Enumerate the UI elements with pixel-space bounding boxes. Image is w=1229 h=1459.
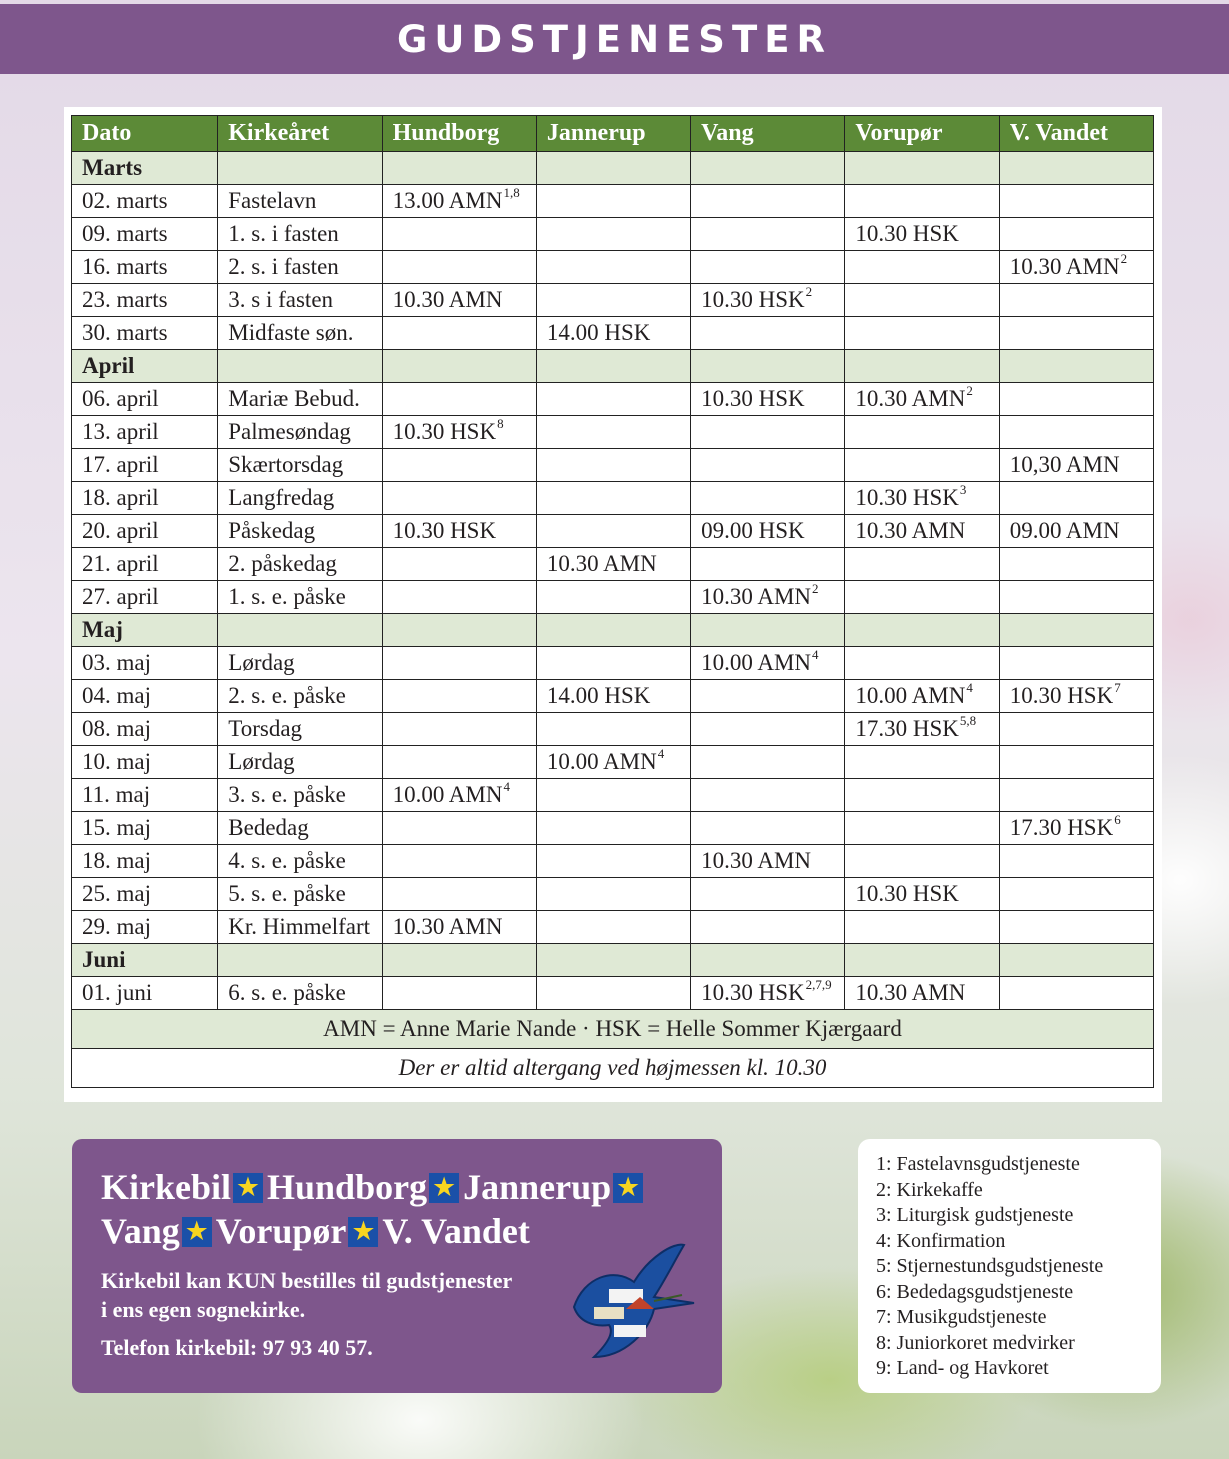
cell-vorupoer: 10.30 AMN <box>845 515 999 548</box>
cell-vorupoer <box>845 284 999 317</box>
cell-v-vandet <box>999 977 1153 1010</box>
footnote-item: 7: Musikgudstjeneste <box>876 1306 1047 1328</box>
cell-jannerup <box>536 515 690 548</box>
cell-kirkeaaret: 2. s. e. påske <box>218 680 382 713</box>
cell-vorupoer <box>845 746 999 779</box>
month-empty-cell <box>845 350 999 383</box>
cell-v-vandet: 09.00 AMN <box>999 515 1153 548</box>
cell-jannerup <box>536 812 690 845</box>
kirkebil-phone: Telefon kirkebil: 97 93 40 57. <box>101 1335 373 1360</box>
cell-dato: 02. marts <box>72 185 218 218</box>
footnote-item: 4: Konfirmation <box>876 1229 1006 1252</box>
cell-jannerup <box>536 284 690 317</box>
cell-v-vandet <box>999 581 1153 614</box>
cell-jannerup: 14.00 HSK <box>536 680 690 713</box>
footnote-item: 9: Land- og Havkoret <box>876 1357 1049 1379</box>
cell-jannerup <box>536 911 690 944</box>
cell-jannerup <box>536 713 690 746</box>
cell-vorupoer <box>845 416 999 449</box>
cell-dato: 18. april <box>72 482 218 515</box>
cell-vorupoer <box>845 185 999 218</box>
footnote-ref: 1,8 <box>503 185 520 200</box>
table-row <box>72 977 1154 1010</box>
cell-hundborg <box>382 779 536 812</box>
cell-jannerup <box>536 845 690 878</box>
cell-vorupoer <box>845 317 999 350</box>
month-empty-cell <box>999 350 1153 383</box>
cell-hundborg <box>382 317 536 350</box>
cell-kirkeaaret: Lørdag <box>218 647 382 680</box>
footnote-item: 5: Stjernestundsgudstjeneste <box>876 1255 1104 1277</box>
cell-v-vandet <box>999 317 1153 350</box>
service-time: 10.30 AMN <box>1009 254 1120 279</box>
cell-hundborg <box>382 185 536 218</box>
cell-dato: 13. april <box>72 416 218 449</box>
cell-v-vandet <box>999 218 1153 251</box>
legend-text: AMN = Anne Marie Nande · HSK = Helle Sommer Kjærgaard <box>72 1010 1154 1049</box>
legend-row <box>72 1010 1154 1049</box>
cell-vang <box>691 449 845 482</box>
cell-vang <box>691 416 845 449</box>
cell-vang <box>691 251 845 284</box>
month-empty-cell <box>536 944 690 977</box>
cell-kirkeaaret: Midfaste søn. <box>218 317 382 350</box>
footnote-item: 8: Juniorkoret medvirker <box>876 1331 1075 1354</box>
cell-dato: 04. maj <box>72 680 218 713</box>
month-name: Juni <box>72 944 218 977</box>
footnote-item: 3: Liturgisk gudstjeneste <box>876 1204 1074 1226</box>
cell-vorupoer <box>845 713 999 746</box>
cell-hundborg <box>382 482 536 515</box>
month-empty-cell <box>536 152 690 185</box>
service-time: 10.30 AMN <box>855 386 966 411</box>
cell-vang: 09.00 HSK <box>691 515 845 548</box>
cell-dato: 21. april <box>72 548 218 581</box>
cell-hundborg <box>382 383 536 416</box>
parish-v-vandet: V. Vandet <box>382 1211 530 1251</box>
cell-vang <box>691 911 845 944</box>
cell-v-vandet <box>999 383 1153 416</box>
month-empty-cell <box>218 350 382 383</box>
table-row <box>72 218 1154 251</box>
cell-dato: 15. maj <box>72 812 218 845</box>
note-row <box>72 1049 1154 1088</box>
table-row <box>72 548 1154 581</box>
footnote-ref: 3 <box>959 482 967 497</box>
cell-hundborg <box>382 647 536 680</box>
table-row <box>72 581 1154 614</box>
footnotes-box <box>858 1139 1161 1393</box>
cell-hundborg <box>382 845 536 878</box>
cell-kirkeaaret: 2. s. i fasten <box>218 251 382 284</box>
service-time: 13.00 AMN <box>392 188 503 213</box>
cell-dato: 30. marts <box>72 317 218 350</box>
cell-v-vandet <box>999 284 1153 317</box>
month-row <box>72 152 1154 185</box>
footnote-ref: 4 <box>503 779 510 794</box>
cell-hundborg: 10.30 AMN <box>382 911 536 944</box>
star-icon: ★ <box>613 1173 643 1203</box>
footnote-ref: 2 <box>966 383 973 398</box>
cell-hundborg <box>382 548 536 581</box>
cell-kirkeaaret: 4. s. e. påske <box>218 845 382 878</box>
month-empty-cell <box>691 350 845 383</box>
cell-jannerup <box>536 779 690 812</box>
cell-vorupoer <box>845 812 999 845</box>
footnote-ref: 2 <box>805 284 813 299</box>
cell-jannerup <box>536 482 690 515</box>
schedule-panel <box>64 107 1162 1102</box>
col-header-v-vandet: V. Vandet <box>999 116 1153 152</box>
month-row <box>72 944 1154 977</box>
cell-vorupoer <box>845 251 999 284</box>
table-row <box>72 515 1154 548</box>
cell-v-vandet <box>999 713 1153 746</box>
cell-vang <box>691 977 845 1010</box>
cell-hundborg: 10.30 AMN <box>382 284 536 317</box>
month-empty-cell <box>382 944 536 977</box>
footnote-ref: 5,8 <box>959 713 977 728</box>
cell-kirkeaaret: Kr. Himmelfart <box>218 911 382 944</box>
cell-kirkeaaret: Langfredag <box>218 482 382 515</box>
cell-kirkeaaret: Bededag <box>218 812 382 845</box>
service-time: 10.30 HSK <box>392 419 497 444</box>
cell-jannerup <box>536 218 690 251</box>
cell-v-vandet <box>999 482 1153 515</box>
service-time: 17.30 HSK <box>855 716 959 741</box>
cell-hundborg <box>382 416 536 449</box>
cell-v-vandet <box>999 647 1153 680</box>
star-icon: ★ <box>233 1173 263 1203</box>
cell-hundborg <box>382 878 536 911</box>
table-row <box>72 284 1154 317</box>
cell-dato: 17. april <box>72 449 218 482</box>
cell-vang <box>691 812 845 845</box>
footnote-ref: 7 <box>1114 680 1121 695</box>
table-row <box>72 845 1154 878</box>
star-icon: ★ <box>429 1173 459 1203</box>
table-row <box>72 746 1154 779</box>
cell-vorupoer <box>845 845 999 878</box>
month-empty-cell <box>999 614 1153 647</box>
col-header-hundborg: Hundborg <box>382 116 536 152</box>
month-empty-cell <box>999 944 1153 977</box>
footnote-ref: 6 <box>1114 812 1121 827</box>
cell-vang <box>691 647 845 680</box>
cell-v-vandet <box>999 779 1153 812</box>
month-empty-cell <box>536 614 690 647</box>
cell-vang <box>691 284 845 317</box>
kirkebil-info-line1: Kirkebil kan KUN bestilles til gudstjenester <box>101 1268 513 1293</box>
month-empty-cell <box>999 152 1153 185</box>
month-name: Maj <box>72 614 218 647</box>
cell-vang <box>691 317 845 350</box>
month-empty-cell <box>382 350 536 383</box>
cell-dato: 06. april <box>72 383 218 416</box>
cell-vang <box>691 746 845 779</box>
footnote-item: 1: Fastelavnsgudstjeneste <box>876 1153 1080 1175</box>
kirkebil-box <box>72 1139 722 1393</box>
dove-logo-icon <box>554 1237 704 1367</box>
parish-vang: Vang <box>101 1211 180 1251</box>
cell-vang <box>691 482 845 515</box>
cell-jannerup <box>536 449 690 482</box>
service-time: 10.00 AMN <box>701 650 812 675</box>
cell-kirkeaaret: Lørdag <box>218 746 382 779</box>
footnotes-list <box>858 1139 1161 1382</box>
cell-hundborg <box>382 251 536 284</box>
cell-kirkeaaret: Fastelavn <box>218 185 382 218</box>
cell-hundborg <box>382 746 536 779</box>
cell-kirkeaaret: Palmesøndag <box>218 416 382 449</box>
cell-dato: 01. juni <box>72 977 218 1010</box>
month-row <box>72 350 1154 383</box>
month-row <box>72 614 1154 647</box>
cell-dato: 18. maj <box>72 845 218 878</box>
cell-hundborg <box>382 218 536 251</box>
cell-vorupoer <box>845 482 999 515</box>
schedule-table <box>71 115 1154 1088</box>
kirkebil-word: Kirkebil <box>101 1167 232 1207</box>
footnote-ref: 2,7,9 <box>805 977 832 992</box>
month-empty-cell <box>691 944 845 977</box>
table-row <box>72 482 1154 515</box>
cell-dato: 11. maj <box>72 779 218 812</box>
footnote-ref: 8 <box>497 416 504 431</box>
cell-vang: 10.30 AMN <box>691 845 845 878</box>
cell-hundborg <box>382 812 536 845</box>
cell-kirkeaaret: Torsdag <box>218 713 382 746</box>
footnote-ref: 2 <box>1120 251 1128 266</box>
parish-hundborg: Hundborg <box>267 1167 428 1207</box>
cell-vang <box>691 185 845 218</box>
cell-vang <box>691 548 845 581</box>
cell-vorupoer <box>845 581 999 614</box>
cell-vorupoer <box>845 383 999 416</box>
cell-hundborg: 10.30 HSK <box>382 515 536 548</box>
cell-hundborg <box>382 713 536 746</box>
cell-v-vandet <box>999 746 1153 779</box>
col-header-kirkeaaret: Kirkeåret <box>218 116 382 152</box>
cell-vorupoer <box>845 911 999 944</box>
table-row <box>72 383 1154 416</box>
cell-v-vandet <box>999 878 1153 911</box>
col-header-jannerup: Jannerup <box>536 116 690 152</box>
table-row <box>72 779 1154 812</box>
cell-v-vandet <box>999 185 1153 218</box>
table-row <box>72 185 1154 218</box>
cell-dato: 20. april <box>72 515 218 548</box>
month-empty-cell <box>845 614 999 647</box>
month-empty-cell <box>218 152 382 185</box>
cell-vang <box>691 779 845 812</box>
kirkebil-title-line2 <box>101 1211 530 1253</box>
cell-kirkeaaret: Skærtorsdag <box>218 449 382 482</box>
service-time: 10.30 HSK <box>855 485 959 510</box>
cell-vorupoer: 10.30 HSK <box>845 878 999 911</box>
cell-v-vandet <box>999 548 1153 581</box>
month-empty-cell <box>845 152 999 185</box>
service-time: 10.30 AMN <box>701 584 812 609</box>
cell-vorupoer <box>845 548 999 581</box>
cell-vang <box>691 218 845 251</box>
cell-vorupoer <box>845 647 999 680</box>
table-row <box>72 911 1154 944</box>
month-empty-cell <box>691 152 845 185</box>
footnote-ref: 4 <box>657 746 665 761</box>
star-icon: ★ <box>182 1217 212 1247</box>
footnote-ref: 4 <box>966 680 973 695</box>
table-header-row <box>72 116 1154 152</box>
cell-kirkeaaret: 1. s. e. påske <box>218 581 382 614</box>
cell-jannerup <box>536 746 690 779</box>
cell-vorupoer <box>845 779 999 812</box>
cell-v-vandet <box>999 680 1153 713</box>
table-row <box>72 251 1154 284</box>
cell-dato: 10. maj <box>72 746 218 779</box>
cell-jannerup: 14.00 HSK <box>536 317 690 350</box>
cell-jannerup <box>536 647 690 680</box>
table-row <box>72 416 1154 449</box>
table-row <box>72 878 1154 911</box>
cell-jannerup <box>536 878 690 911</box>
cell-kirkeaaret: 3. s. e. påske <box>218 779 382 812</box>
service-time: 10.00 AMN <box>392 782 503 807</box>
table-row <box>72 713 1154 746</box>
month-empty-cell <box>691 614 845 647</box>
parish-jannerup: Jannerup <box>463 1167 612 1207</box>
cell-kirkeaaret: 3. s i fasten <box>218 284 382 317</box>
cell-dato: 23. marts <box>72 284 218 317</box>
cell-kirkeaaret: 6. s. e. påske <box>218 977 382 1010</box>
cell-kirkeaaret: 5. s. e. påske <box>218 878 382 911</box>
month-empty-cell <box>218 614 382 647</box>
cell-kirkeaaret: 2. påskedag <box>218 548 382 581</box>
footnote-item: 2: Kirkekaffe <box>876 1178 983 1201</box>
footnote-item: 6: Bededagsgudstjeneste <box>876 1280 1074 1303</box>
cell-vorupoer: 10.30 HSK <box>845 218 999 251</box>
star-icon: ★ <box>348 1217 378 1247</box>
kirkebil-info-line2: i ens egen sognekirke. <box>101 1297 306 1322</box>
month-empty-cell <box>536 350 690 383</box>
cell-dato: 09. marts <box>72 218 218 251</box>
cell-hundborg <box>382 449 536 482</box>
footnote-ref: 2 <box>812 581 819 596</box>
cell-dato: 27. april <box>72 581 218 614</box>
cell-dato: 03. maj <box>72 647 218 680</box>
month-name: Marts <box>72 152 218 185</box>
cell-jannerup <box>536 251 690 284</box>
altergang-note: Der er altid altergang ved højmessen kl. 10.30 <box>72 1049 1154 1088</box>
cell-jannerup <box>536 185 690 218</box>
cell-vang <box>691 713 845 746</box>
cell-vang: 10.30 HSK <box>691 383 845 416</box>
cell-v-vandet <box>999 812 1153 845</box>
month-empty-cell <box>382 614 536 647</box>
cell-vang <box>691 878 845 911</box>
cell-v-vandet <box>999 911 1153 944</box>
cell-jannerup <box>536 581 690 614</box>
month-empty-cell <box>845 944 999 977</box>
cell-hundborg <box>382 977 536 1010</box>
service-time: 17.30 HSK <box>1009 815 1114 840</box>
table-row <box>72 647 1154 680</box>
cell-v-vandet <box>999 416 1153 449</box>
service-time: 10.30 HSK <box>701 980 805 1005</box>
cell-vang <box>691 680 845 713</box>
schedule-body <box>72 152 1154 1010</box>
service-time: 10.30 HSK <box>1009 683 1114 708</box>
table-row <box>72 680 1154 713</box>
col-header-dato: Dato <box>72 116 218 152</box>
kirkebil-title-line1 <box>101 1167 647 1209</box>
cell-kirkeaaret: Påskedag <box>218 515 382 548</box>
cell-vorupoer: 10.30 AMN <box>845 977 999 1010</box>
cell-hundborg <box>382 581 536 614</box>
cell-jannerup: 10.30 AMN <box>536 548 690 581</box>
month-empty-cell <box>382 152 536 185</box>
cell-vorupoer <box>845 449 999 482</box>
table-row <box>72 812 1154 845</box>
service-time: 10.00 AMN <box>855 683 966 708</box>
cell-jannerup <box>536 977 690 1010</box>
col-header-vang: Vang <box>691 116 845 152</box>
page-title: GUDSTJENESTER <box>0 4 1229 74</box>
table-row <box>72 449 1154 482</box>
cell-vang <box>691 581 845 614</box>
month-name: April <box>72 350 218 383</box>
cell-v-vandet: 10,30 AMN <box>999 449 1153 482</box>
cell-dato: 29. maj <box>72 911 218 944</box>
cell-kirkeaaret: 1. s. i fasten <box>218 218 382 251</box>
col-header-vorupoer: Vorupør <box>845 116 999 152</box>
cell-jannerup <box>536 416 690 449</box>
cell-hundborg <box>382 680 536 713</box>
cell-v-vandet <box>999 251 1153 284</box>
parish-vorupoer: Vorupør <box>215 1211 347 1251</box>
table-row <box>72 317 1154 350</box>
footnote-ref: 4 <box>812 647 819 662</box>
cell-jannerup <box>536 383 690 416</box>
service-time: 10.00 AMN <box>546 749 657 774</box>
cell-kirkeaaret: Mariæ Bebud. <box>218 383 382 416</box>
cell-vorupoer <box>845 680 999 713</box>
service-time: 10.30 HSK <box>701 287 805 312</box>
cell-dato: 25. maj <box>72 878 218 911</box>
cell-dato: 16. marts <box>72 251 218 284</box>
cell-dato: 08. maj <box>72 713 218 746</box>
month-empty-cell <box>218 944 382 977</box>
cell-v-vandet <box>999 845 1153 878</box>
